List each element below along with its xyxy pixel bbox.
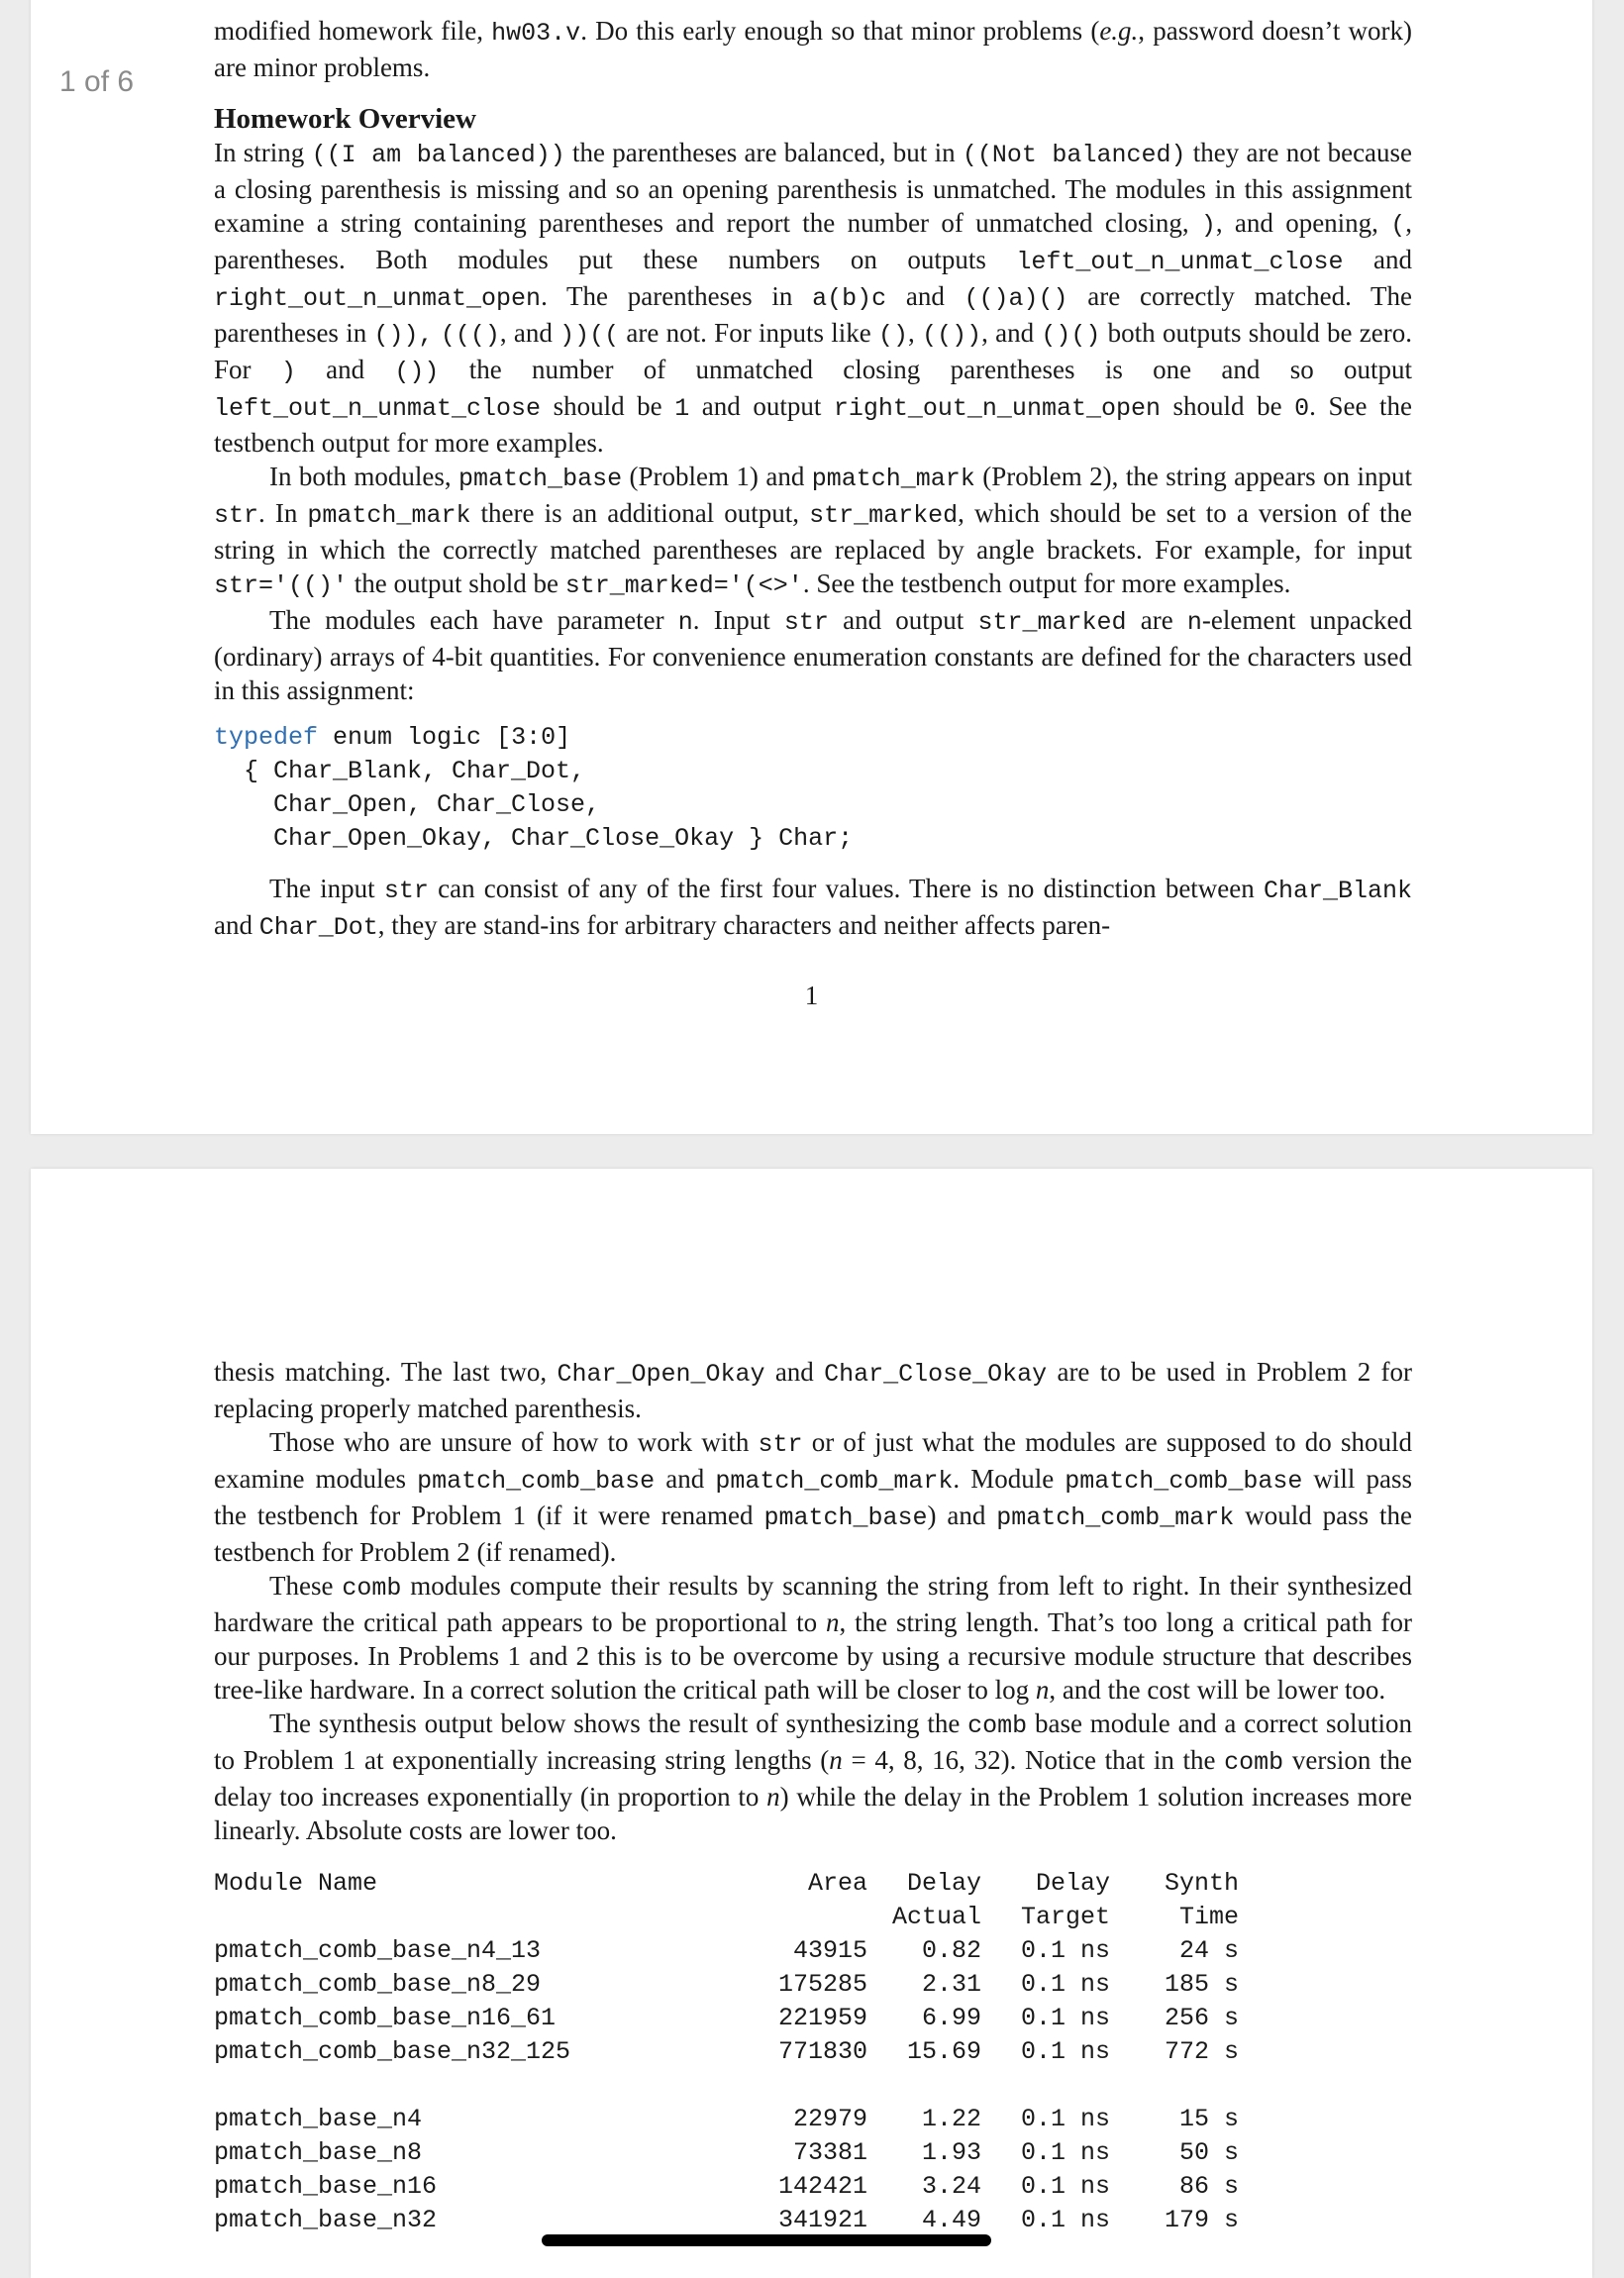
cell-area: 43915: [792, 1936, 867, 1965]
cell-area: 175285: [777, 1970, 867, 1999]
cell-delay-actual: 3.24: [921, 2172, 981, 2201]
cell-synth-time: 24 s: [1178, 1936, 1239, 1965]
cell-delay-target: 0.1 ns: [1020, 2037, 1110, 2066]
document-page-1: [31, 0, 1592, 1134]
cell-delay-target: 0.1 ns: [1020, 2004, 1110, 2032]
cell-name: pmatch_comb_base_n16_61: [214, 2004, 557, 2032]
table-row: [214, 2002, 1239, 2035]
page-1-body: [214, 0, 1412, 945]
cell-delay-target: 0.1 ns: [1020, 1936, 1110, 1965]
cell-delay-actual: 6.99: [921, 2004, 981, 2032]
intro-paragraph: modified homework file, hw03.v. Do this early enough so that minor problems (e.g., password doesn’t work) are minor problems.: [214, 16, 1412, 82]
cell-delay-actual: 15.69: [906, 2037, 981, 2066]
header-delay-target: Delay Target: [1020, 1869, 1110, 1931]
cell-synth-time: 772 s: [1164, 2037, 1239, 2066]
table-row: [214, 2035, 1239, 2069]
cell-name: pmatch_base_n4: [214, 2105, 423, 2133]
cell-name: pmatch_comb_base_n8_29: [214, 1970, 542, 1999]
continuation-paragraph: thesis matching. The last two, Char_Open_Okay and Char_Close_Okay are to be used in Problem 2 for replacing properly matched parenthesis.: [214, 1357, 1412, 1423]
cell-delay-target: 0.1 ns: [1020, 1970, 1110, 1999]
critical-path-paragraph: These comb modules compute their results by scanning the string from left to right. In their synthesized hardware the critical path appears to be proportional to n, the string length. That’s too long a critical path for our purposes. In Problems 1 and 2 this is to be overcome by using a recursive module structure that describes tree-like hardware. In a correct solution the critical path will be closer to log n, and the cost will be lower too.: [214, 1571, 1412, 1705]
header-delay-actual: Delay Actual: [891, 1869, 981, 1931]
header-synth-time: Synth Time: [1164, 1869, 1239, 1931]
table-row: [214, 2204, 1239, 2237]
cell-name: pmatch_base_n16: [214, 2172, 438, 2201]
page-indicator: 1 of 6: [59, 65, 135, 98]
cell-area: 142421: [777, 2172, 867, 2201]
page-number: 1: [804, 981, 819, 1010]
cell-delay-actual: 4.49: [921, 2206, 981, 2234]
cut-top-line: [214, 0, 1412, 14]
page-2-body: [214, 1355, 1412, 2237]
cell-synth-time: 86 s: [1178, 2172, 1239, 2201]
cell-synth-time: 256 s: [1164, 2004, 1239, 2032]
header-module-name: Module Name: [214, 1869, 378, 1898]
enum-code-block: typedef enum logic [3:0] { Char_Blank, Char_Dot, Char_Open, Char_Close, Char_Open_Okay, Char_Close_Okay } Char;: [214, 723, 854, 853]
table-row: [214, 1934, 1239, 1968]
table-row: [214, 2170, 1239, 2204]
table-row: [214, 2103, 1239, 2136]
overview-paragraph-1: In string ((I am balanced)) the parentheses are balanced, but in ((Not balanced) they are not because a closing parenthesis is missing and so an opening parenthesis is unmatched. The modules in this assignment examine a string containing parentheses and report the number of unmatched closing, ), and opening, (, parentheses. Both modules put these numbers on outputs left_out_n_unmat_close and right_out_n_unmat_open. The parentheses in a(b)c and (()a)() are correctly matched. The parentheses in ()), (((), and ))(( are not. For inputs like (), (()), and ()() both outputs should be zero. For ) and ()) the number of unmatched closing parentheses is one and so output left_out_n_unmat_close should be 1 and output right_out_n_unmat_open should be 0. See the testbench output for more examples.: [214, 138, 1413, 458]
section-heading: Homework Overview: [214, 103, 476, 135]
cell-name: pmatch_base_n8: [214, 2138, 423, 2167]
table-row: [214, 1968, 1239, 2002]
cell-delay-actual: 1.22: [921, 2105, 981, 2133]
cell-name: pmatch_comb_base_n4_13: [214, 1936, 542, 1965]
cell-delay-actual: 0.82: [921, 1936, 981, 1965]
overview-paragraph-2: In both modules, pmatch_base (Problem 1) and pmatch_mark (Problem 2), the string appears on input str. In pmatch_mark there is an additional output, str_marked, which should be set to a version of the string in which the correctly matched parentheses are replaced by angle brackets. For example, for input str='(()' the output shold be str_marked='(<>'. See the testbench output for more examples.: [214, 462, 1413, 600]
home-indicator[interactable]: [542, 2234, 991, 2246]
comb-modules-paragraph: Those who are unsure of how to work with str or of just what the modules are supposed to do should examine modules pmatch_comb_base and pmatch_comb_mark. Module pmatch_comb_base will pass the testbench for Problem 1 (if it were renamed pmatch_base) and pmatch_comb_mark would pass the testbench for Problem 2 (if renamed).: [214, 1427, 1413, 1567]
synthesis-paragraph: The synthesis output below shows the result of synthesizing the comb base module and a correct solution to Problem 1 at exponentially increasing string lengths (n = 4, 8, 16, 32). Notice that in the comb version the delay too increases exponentially (in proportion to n) while the delay in the Problem 1 solution increases more linearly. Absolute costs are lower too.: [214, 1708, 1412, 1845]
cell-name: pmatch_comb_base_n32_125: [214, 2037, 571, 2066]
table-header-row: [214, 1867, 1239, 1934]
cell-synth-time: 185 s: [1164, 1970, 1239, 1999]
cell-area: 341921: [777, 2206, 867, 2234]
cell-area: 771830: [777, 2037, 867, 2066]
cell-delay-actual: 1.93: [921, 2138, 981, 2167]
cell-synth-time: 179 s: [1164, 2206, 1239, 2234]
table-row: [214, 2136, 1239, 2170]
table-spacer-row: [214, 2069, 1239, 2103]
cell-synth-time: 15 s: [1178, 2105, 1239, 2133]
synthesis-table: [214, 1867, 1239, 2237]
cell-delay-actual: 2.31: [921, 1970, 981, 1999]
cell-area: 22979: [792, 2105, 867, 2133]
cell-delay-target: 0.1 ns: [1020, 2138, 1110, 2167]
document-page-2: [31, 1169, 1592, 2278]
cell-delay-target: 0.1 ns: [1020, 2172, 1110, 2201]
cell-synth-time: 50 s: [1178, 2138, 1239, 2167]
overview-paragraph-4: The input str can consist of any of the first four values. There is no distinction between Char_Blank and Char_Dot, they are stand-ins for arbitrary characters and neither affects paren-: [214, 874, 1413, 942]
overview-paragraph-3: The modules each have parameter n. Input str and output str_marked are n-element unpacked (ordinary) arrays of 4-bit quantities. For convenience enumeration constants are defined for the characters used in this assignment:: [214, 605, 1412, 705]
cell-area: 73381: [792, 2138, 867, 2167]
cell-area: 221959: [777, 2004, 867, 2032]
header-area: Area: [807, 1869, 867, 1898]
cell-name: pmatch_base_n32: [214, 2206, 438, 2234]
cell-delay-target: 0.1 ns: [1020, 2105, 1110, 2133]
cell-delay-target: 0.1 ns: [1020, 2206, 1110, 2234]
